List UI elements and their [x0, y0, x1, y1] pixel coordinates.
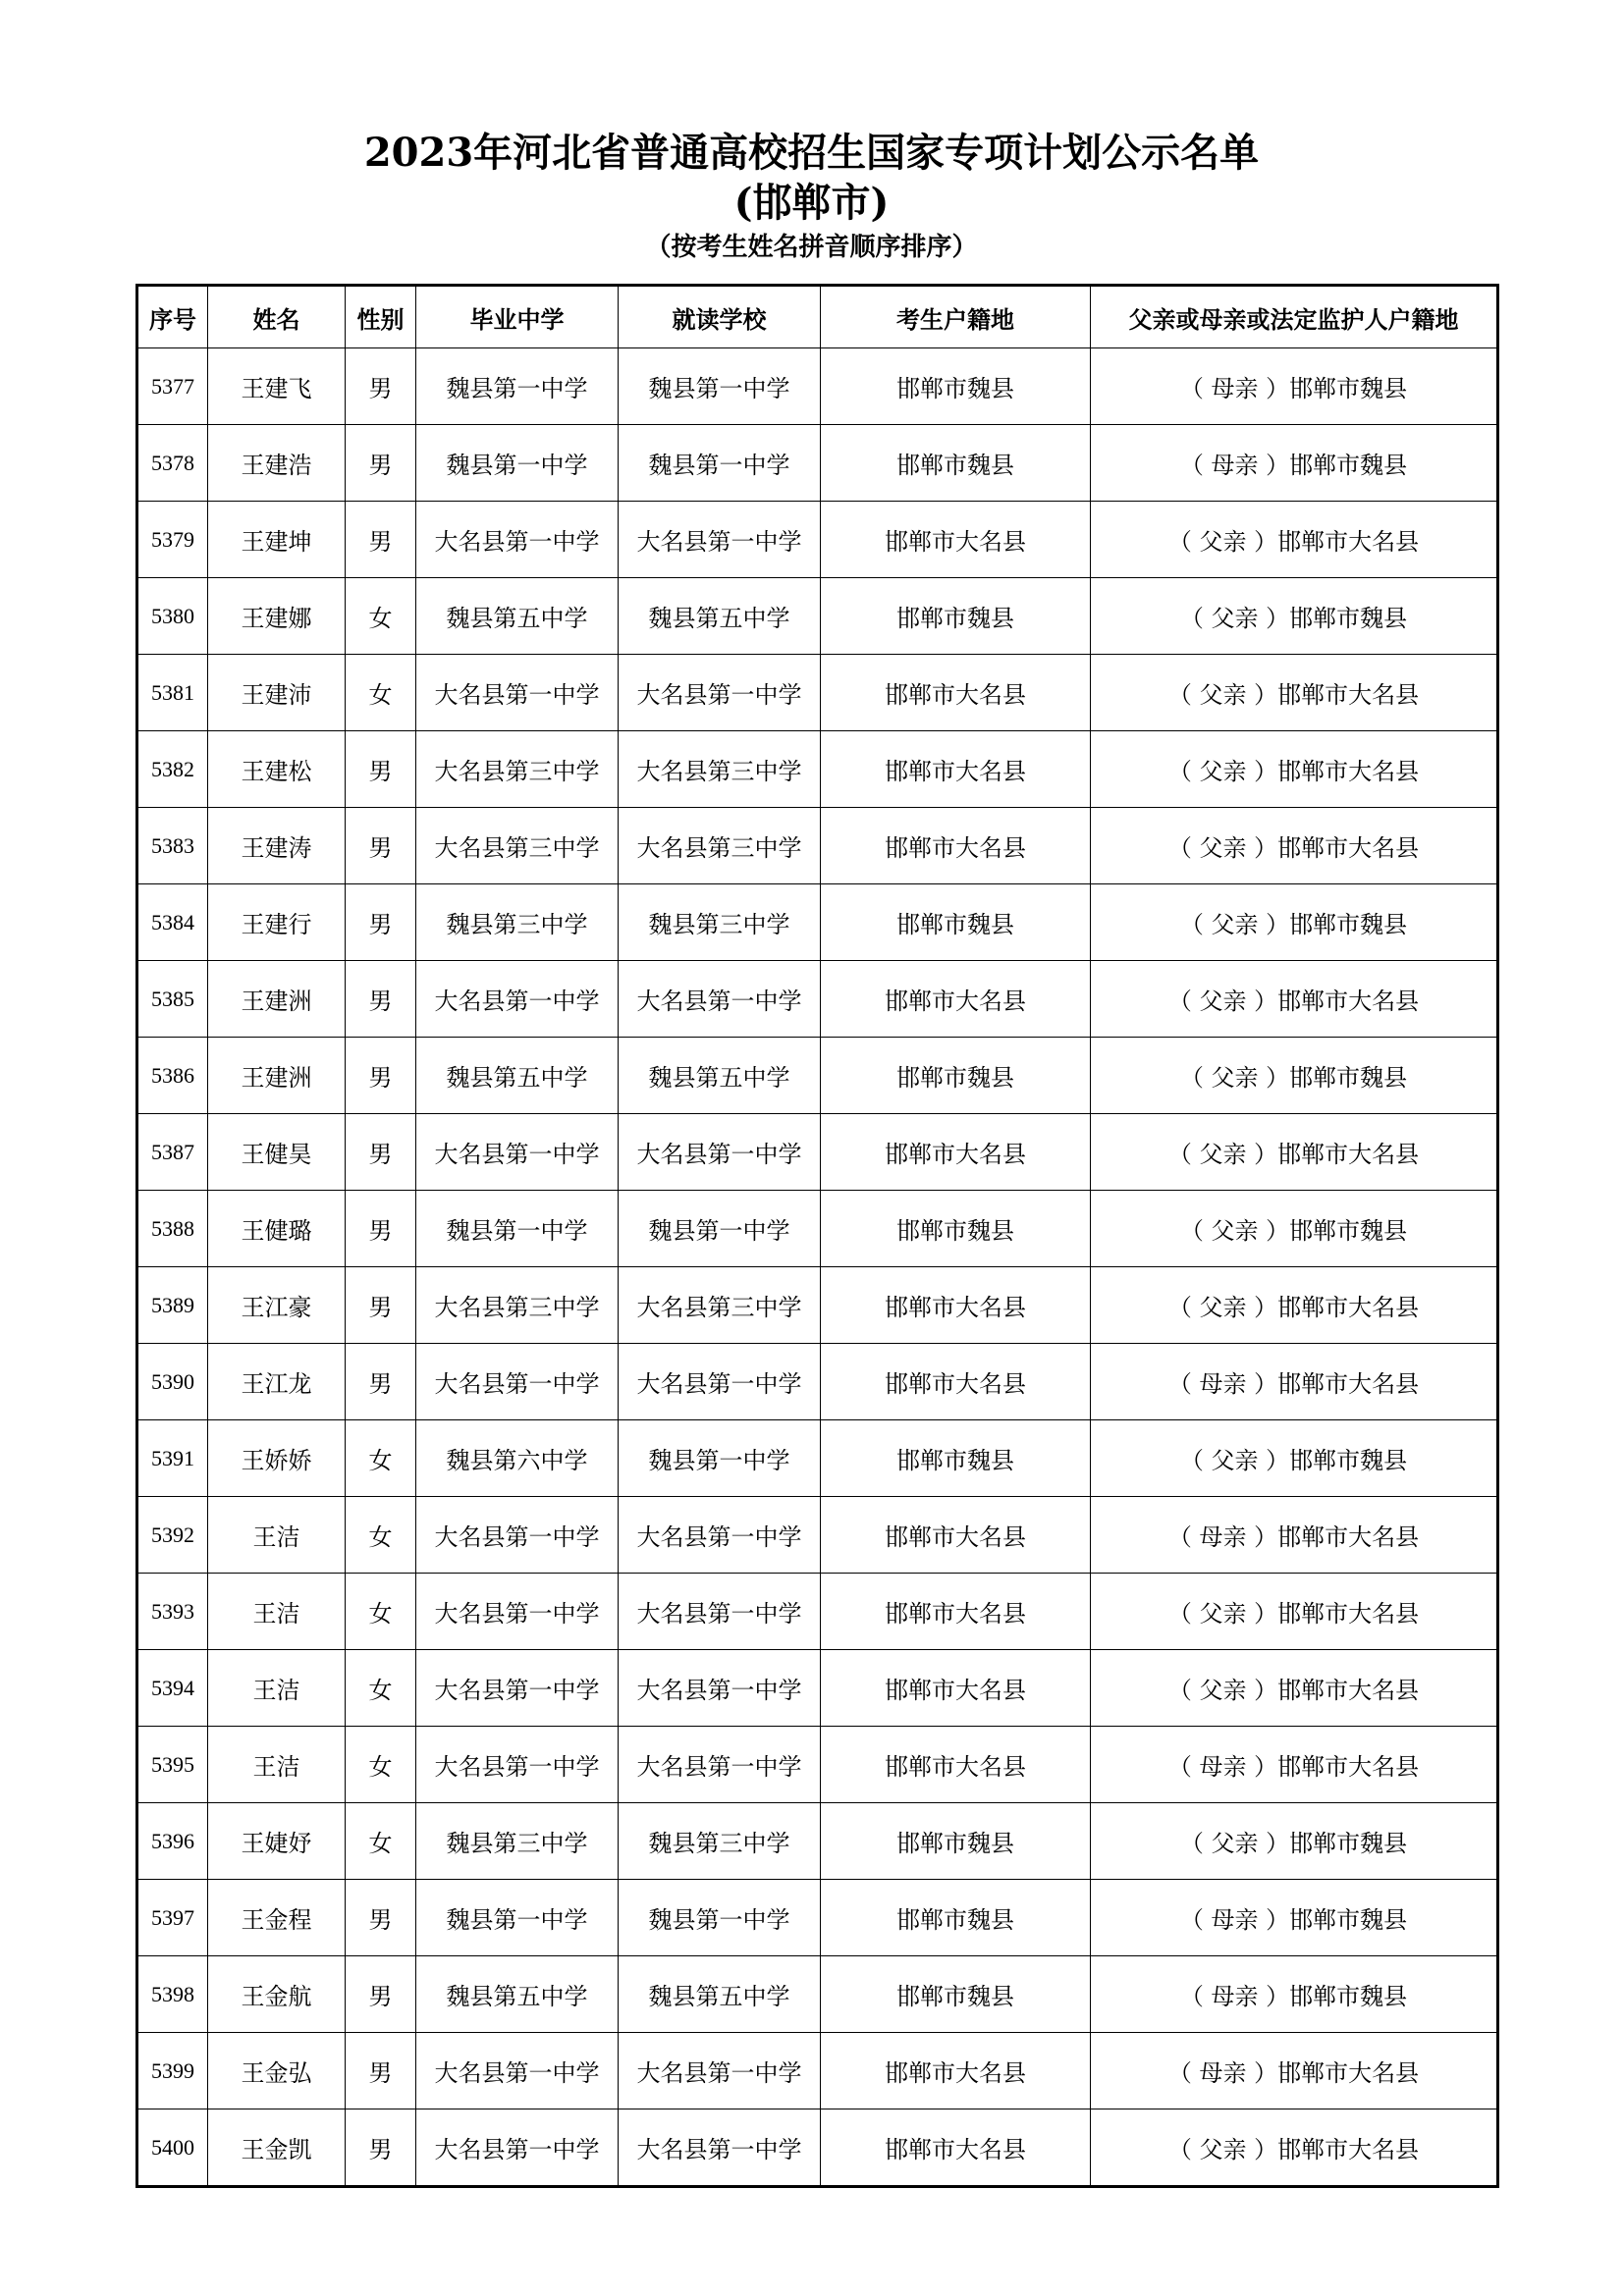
table-row — [137, 961, 1498, 1038]
cell-student-domicile: 邯郸市大名县 — [821, 961, 1091, 1038]
cell-name: 王江龙 — [208, 1344, 346, 1420]
table-row — [137, 1038, 1498, 1114]
cell-index: 5395 — [137, 1727, 208, 1803]
cell-student-domicile: 邯郸市大名县 — [821, 1574, 1091, 1650]
table-header — [137, 286, 1498, 348]
cell-index: 5384 — [137, 884, 208, 961]
cell-graduation-school: 大名县第三中学 — [416, 731, 619, 808]
cell-guardian-domicile: （ 母亲 ）邯郸市大名县 — [1091, 2033, 1498, 2109]
cell-current-school: 魏县第一中学 — [619, 348, 821, 425]
cell-current-school: 大名县第三中学 — [619, 1267, 821, 1344]
cell-student-domicile: 邯郸市魏县 — [821, 1880, 1091, 1956]
cell-graduation-school: 大名县第一中学 — [416, 1727, 619, 1803]
cell-gender: 女 — [346, 1803, 416, 1880]
cell-guardian-domicile: （ 父亲 ）邯郸市大名县 — [1091, 2109, 1498, 2187]
cell-guardian-domicile: （ 父亲 ）邯郸市魏县 — [1091, 884, 1498, 961]
cell-name: 王金航 — [208, 1956, 346, 2033]
cell-gender: 女 — [346, 1497, 416, 1574]
header-gender: 性别 — [346, 286, 416, 348]
cell-name: 王建洲 — [208, 1038, 346, 1114]
cell-current-school: 魏县第五中学 — [619, 1956, 821, 2033]
cell-gender: 女 — [346, 1420, 416, 1497]
cell-current-school: 大名县第一中学 — [619, 2033, 821, 2109]
cell-current-school: 魏县第三中学 — [619, 884, 821, 961]
table-row — [137, 655, 1498, 731]
table-row — [137, 1114, 1498, 1191]
cell-graduation-school: 大名县第一中学 — [416, 1114, 619, 1191]
cell-gender: 男 — [346, 961, 416, 1038]
cell-gender: 男 — [346, 502, 416, 578]
table-row — [137, 1956, 1498, 2033]
cell-graduation-school: 大名县第一中学 — [416, 2109, 619, 2187]
cell-name: 王建浩 — [208, 425, 346, 502]
cell-gender: 男 — [346, 1114, 416, 1191]
cell-name: 王建沛 — [208, 655, 346, 731]
cell-guardian-domicile: （ 父亲 ）邯郸市魏县 — [1091, 1191, 1498, 1267]
cell-student-domicile: 邯郸市大名县 — [821, 731, 1091, 808]
cell-guardian-domicile: （ 父亲 ）邯郸市魏县 — [1091, 1803, 1498, 1880]
header-current-school: 就读学校 — [619, 286, 821, 348]
cell-guardian-domicile: （ 父亲 ）邯郸市魏县 — [1091, 578, 1498, 655]
cell-gender: 女 — [346, 578, 416, 655]
cell-gender: 女 — [346, 1727, 416, 1803]
cell-current-school: 大名县第一中学 — [619, 1344, 821, 1420]
cell-gender: 男 — [346, 1191, 416, 1267]
cell-gender: 男 — [346, 1038, 416, 1114]
table-row — [137, 1574, 1498, 1650]
cell-current-school: 魏县第一中学 — [619, 1191, 821, 1267]
cell-index: 5398 — [137, 1956, 208, 2033]
cell-guardian-domicile: （ 父亲 ）邯郸市大名县 — [1091, 1650, 1498, 1727]
cell-name: 王建洲 — [208, 961, 346, 1038]
cell-index: 5380 — [137, 578, 208, 655]
cell-graduation-school: 大名县第一中学 — [416, 2033, 619, 2109]
cell-graduation-school: 大名县第一中学 — [416, 655, 619, 731]
header-guardian-domicile: 父亲或母亲或法定监护人户籍地 — [1091, 286, 1498, 348]
cell-name: 王洁 — [208, 1727, 346, 1803]
cell-student-domicile: 邯郸市大名县 — [821, 655, 1091, 731]
cell-student-domicile: 邯郸市大名县 — [821, 808, 1091, 884]
table-row — [137, 1880, 1498, 1956]
table-row — [137, 1727, 1498, 1803]
cell-index: 5381 — [137, 655, 208, 731]
cell-guardian-domicile: （ 父亲 ）邯郸市大名县 — [1091, 1574, 1498, 1650]
cell-index: 5387 — [137, 1114, 208, 1191]
cell-guardian-domicile: （ 母亲 ）邯郸市大名县 — [1091, 1344, 1498, 1420]
cell-graduation-school: 大名县第一中学 — [416, 1650, 619, 1727]
cell-graduation-school: 魏县第一中学 — [416, 1880, 619, 1956]
cell-graduation-school: 魏县第三中学 — [416, 1803, 619, 1880]
cell-name: 王健璐 — [208, 1191, 346, 1267]
cell-guardian-domicile: （ 父亲 ）邯郸市大名县 — [1091, 961, 1498, 1038]
cell-student-domicile: 邯郸市大名县 — [821, 2109, 1091, 2187]
cell-name: 王建松 — [208, 731, 346, 808]
cell-gender: 女 — [346, 1650, 416, 1727]
cell-graduation-school: 魏县第五中学 — [416, 1956, 619, 2033]
cell-name: 王健昊 — [208, 1114, 346, 1191]
table-body — [137, 348, 1498, 2187]
table-row — [137, 1803, 1498, 1880]
cell-name: 王金弘 — [208, 2033, 346, 2109]
table-row — [137, 2033, 1498, 2109]
cell-graduation-school: 大名县第一中学 — [416, 1574, 619, 1650]
cell-index: 5377 — [137, 348, 208, 425]
cell-graduation-school: 魏县第一中学 — [416, 425, 619, 502]
cell-current-school: 大名县第一中学 — [619, 961, 821, 1038]
cell-gender: 男 — [346, 348, 416, 425]
cell-name: 王洁 — [208, 1650, 346, 1727]
cell-gender: 男 — [346, 1344, 416, 1420]
table-row — [137, 2109, 1498, 2187]
cell-graduation-school: 魏县第五中学 — [416, 578, 619, 655]
cell-guardian-domicile: （ 父亲 ）邯郸市大名县 — [1091, 655, 1498, 731]
cell-index: 5396 — [137, 1803, 208, 1880]
cell-index: 5379 — [137, 502, 208, 578]
admission-roster-table — [135, 284, 1499, 2188]
document-subtitle-city: (邯郸市) — [733, 180, 890, 226]
table-row — [137, 425, 1498, 502]
cell-guardian-domicile: （ 父亲 ）邯郸市大名县 — [1091, 731, 1498, 808]
cell-current-school: 魏县第五中学 — [619, 1038, 821, 1114]
cell-gender: 男 — [346, 731, 416, 808]
cell-current-school: 大名县第三中学 — [619, 808, 821, 884]
cell-current-school: 魏县第一中学 — [619, 1420, 821, 1497]
table-row — [137, 1344, 1498, 1420]
cell-student-domicile: 邯郸市魏县 — [821, 1038, 1091, 1114]
cell-graduation-school: 魏县第五中学 — [416, 1038, 619, 1114]
cell-index: 5386 — [137, 1038, 208, 1114]
cell-current-school: 大名县第一中学 — [619, 1114, 821, 1191]
cell-index: 5393 — [137, 1574, 208, 1650]
cell-graduation-school: 大名县第一中学 — [416, 502, 619, 578]
cell-student-domicile: 邯郸市魏县 — [821, 884, 1091, 961]
cell-index: 5392 — [137, 1497, 208, 1574]
cell-current-school: 大名县第一中学 — [619, 1497, 821, 1574]
table-row — [137, 884, 1498, 961]
cell-current-school: 大名县第一中学 — [619, 1727, 821, 1803]
cell-student-domicile: 邯郸市大名县 — [821, 2033, 1091, 2109]
cell-name: 王金凯 — [208, 2109, 346, 2187]
cell-guardian-domicile: （ 父亲 ）邯郸市大名县 — [1091, 502, 1498, 578]
header-name: 姓名 — [208, 286, 346, 348]
cell-index: 5385 — [137, 961, 208, 1038]
cell-index: 5391 — [137, 1420, 208, 1497]
table-row — [137, 578, 1498, 655]
cell-graduation-school: 大名县第三中学 — [416, 808, 619, 884]
cell-guardian-domicile: （ 父亲 ）邯郸市大名县 — [1091, 1267, 1498, 1344]
header-graduation-school: 毕业中学 — [416, 286, 619, 348]
cell-student-domicile: 邯郸市大名县 — [821, 1267, 1091, 1344]
table-header-row — [137, 286, 1498, 348]
table-row — [137, 1650, 1498, 1727]
cell-current-school: 大名县第一中学 — [619, 1650, 821, 1727]
cell-current-school: 大名县第一中学 — [619, 502, 821, 578]
cell-current-school: 魏县第一中学 — [619, 425, 821, 502]
cell-guardian-domicile: （ 父亲 ）邯郸市大名县 — [1091, 1114, 1498, 1191]
table-row — [137, 1497, 1498, 1574]
cell-guardian-domicile: （ 母亲 ）邯郸市魏县 — [1091, 1880, 1498, 1956]
cell-gender: 男 — [346, 2033, 416, 2109]
cell-student-domicile: 邯郸市魏县 — [821, 1803, 1091, 1880]
cell-student-domicile: 邯郸市魏县 — [821, 1191, 1091, 1267]
cell-gender: 男 — [346, 2109, 416, 2187]
cell-gender: 男 — [346, 808, 416, 884]
table-row — [137, 1191, 1498, 1267]
cell-guardian-domicile: （ 母亲 ）邯郸市魏县 — [1091, 425, 1498, 502]
table-row — [137, 502, 1498, 578]
cell-graduation-school: 大名县第三中学 — [416, 1267, 619, 1344]
cell-current-school: 大名县第一中学 — [619, 2109, 821, 2187]
document-sort-note: （按考生姓名拼音顺序排序） — [645, 233, 978, 262]
cell-name: 王建涛 — [208, 808, 346, 884]
cell-index: 5382 — [137, 731, 208, 808]
cell-name: 王洁 — [208, 1574, 346, 1650]
cell-name: 王洁 — [208, 1497, 346, 1574]
cell-gender: 男 — [346, 884, 416, 961]
cell-guardian-domicile: （ 父亲 ）邯郸市魏县 — [1091, 1038, 1498, 1114]
cell-name: 王江豪 — [208, 1267, 346, 1344]
cell-student-domicile: 邯郸市魏县 — [821, 1956, 1091, 2033]
cell-student-domicile: 邯郸市大名县 — [821, 1114, 1091, 1191]
cell-current-school: 魏县第五中学 — [619, 578, 821, 655]
cell-name: 王婕妤 — [208, 1803, 346, 1880]
cell-student-domicile: 邯郸市魏县 — [821, 348, 1091, 425]
cell-index: 5383 — [137, 808, 208, 884]
cell-name: 王建飞 — [208, 348, 346, 425]
cell-graduation-school: 大名县第一中学 — [416, 1344, 619, 1420]
cell-name: 王金程 — [208, 1880, 346, 1956]
cell-current-school: 魏县第一中学 — [619, 1880, 821, 1956]
cell-guardian-domicile: （ 父亲 ）邯郸市大名县 — [1091, 808, 1498, 884]
cell-index: 5399 — [137, 2033, 208, 2109]
cell-student-domicile: 邯郸市魏县 — [821, 578, 1091, 655]
cell-name: 王建娜 — [208, 578, 346, 655]
cell-guardian-domicile: （ 母亲 ）邯郸市魏县 — [1091, 348, 1498, 425]
table-row — [137, 1420, 1498, 1497]
cell-student-domicile: 邯郸市大名县 — [821, 1650, 1091, 1727]
cell-current-school: 大名县第一中学 — [619, 1574, 821, 1650]
cell-index: 5388 — [137, 1191, 208, 1267]
header-student-domicile: 考生户籍地 — [821, 286, 1091, 348]
table-row — [137, 731, 1498, 808]
cell-guardian-domicile: （ 父亲 ）邯郸市魏县 — [1091, 1420, 1498, 1497]
cell-current-school: 魏县第三中学 — [619, 1803, 821, 1880]
cell-student-domicile: 邯郸市魏县 — [821, 425, 1091, 502]
cell-index: 5378 — [137, 425, 208, 502]
cell-gender: 男 — [346, 1956, 416, 2033]
cell-guardian-domicile: （ 母亲 ）邯郸市魏县 — [1091, 1956, 1498, 2033]
cell-student-domicile: 邯郸市大名县 — [821, 1727, 1091, 1803]
cell-gender: 男 — [346, 425, 416, 502]
cell-graduation-school: 魏县第三中学 — [416, 884, 619, 961]
cell-graduation-school: 魏县第一中学 — [416, 348, 619, 425]
cell-gender: 女 — [346, 655, 416, 731]
cell-student-domicile: 邯郸市魏县 — [821, 1420, 1091, 1497]
table-row — [137, 348, 1498, 425]
cell-index: 5394 — [137, 1650, 208, 1727]
cell-index: 5390 — [137, 1344, 208, 1420]
cell-name: 王娇娇 — [208, 1420, 346, 1497]
cell-index: 5397 — [137, 1880, 208, 1956]
cell-current-school: 大名县第一中学 — [619, 655, 821, 731]
document-title: 2023年河北省普通高校招生国家专项计划公示名单 — [363, 130, 1260, 176]
cell-graduation-school: 魏县第六中学 — [416, 1420, 619, 1497]
table-row — [137, 808, 1498, 884]
cell-student-domicile: 邯郸市大名县 — [821, 1497, 1091, 1574]
table-row — [137, 1267, 1498, 1344]
cell-index: 5400 — [137, 2109, 208, 2187]
cell-name: 王建行 — [208, 884, 346, 961]
header-index: 序号 — [137, 286, 208, 348]
cell-gender: 女 — [346, 1574, 416, 1650]
cell-guardian-domicile: （ 母亲 ）邯郸市大名县 — [1091, 1497, 1498, 1574]
cell-guardian-domicile: （ 母亲 ）邯郸市大名县 — [1091, 1727, 1498, 1803]
cell-gender: 男 — [346, 1267, 416, 1344]
cell-current-school: 大名县第三中学 — [619, 731, 821, 808]
cell-gender: 男 — [346, 1880, 416, 1956]
cell-graduation-school: 魏县第一中学 — [416, 1191, 619, 1267]
cell-graduation-school: 大名县第一中学 — [416, 961, 619, 1038]
cell-name: 王建坤 — [208, 502, 346, 578]
cell-student-domicile: 邯郸市大名县 — [821, 1344, 1091, 1420]
cell-index: 5389 — [137, 1267, 208, 1344]
cell-graduation-school: 大名县第一中学 — [416, 1497, 619, 1574]
cell-student-domicile: 邯郸市大名县 — [821, 502, 1091, 578]
